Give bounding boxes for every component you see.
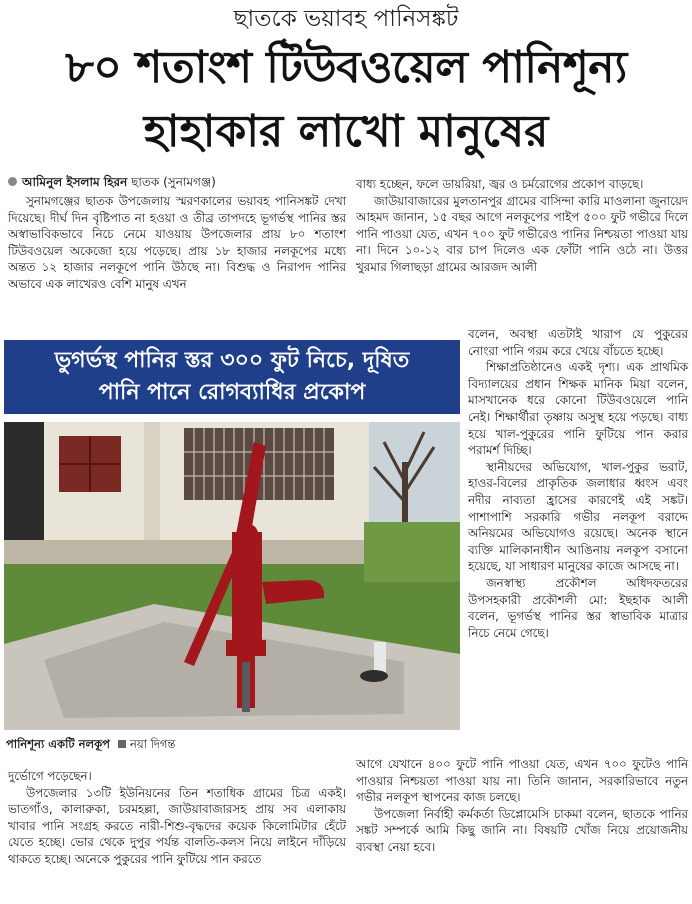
paragraph: বাধ্য হচ্ছেন, ফলে ডায়রিয়া, জ্বর ও চর্মরোগের প্রকোপ বাড়ছে। <box>356 177 644 191</box>
byline <box>8 174 348 190</box>
paragraph: দুর্ভোগে পড়েছেন। <box>8 769 92 783</box>
headline-line-1: ৮০ শতাংশ টিউবওয়েল পানিশূন্য <box>65 42 627 93</box>
square-bullet-icon <box>118 740 126 748</box>
paragraph: জনস্বাস্থ্য প্রকৌশল অধিদফতরের উপসহকারী প্রকৌশলী মো: ইছহাক আলী বলেন, ভূগর্ভস্থ পানির স্তর স্বাভাবিক মাত্রার নিচে নেমে গেছে। <box>468 575 688 640</box>
paragraph: শিক্ষাপ্রতিষ্ঠানেও একই দৃশ্য। এক প্রাথমিক বিদ্যালয়ের প্রধান শিক্ষক মানিক মিয়া বলেন, মাসখানেক ধরে কোনো টিউবওয়েলে পানি নেই। শিক্ষার্থীরা তৃষ্ণায় অসুস্থ হয়ে পড়ছে। বাধ্য হয়ে খাল-পুকুরের পানি ফুটিয়ে পান করার পরামর্শ দিচ্ছি। <box>468 360 688 458</box>
paragraph: জাউয়াবাজারের মুলতানপুর গ্রামের বাসিন্দা কারি মাওলানা জুনায়েদ আহমদ জানান, ১৫ বছর আগে নলকূপের পাইপ ৫০০ ফুট গভীরে দিলে পানি পাওয়া যেত, এখন ৭০০ ফুট গভীরেও পানির নিশ্চয়তা পাওয়া যায় না। দিনে ১০-১২ বার চাপ দিলেও এক ফোঁটা পানি ওঠে না। উত্তর খুরমার গিলাছড়া গ্রামের আরজদ আলী <box>356 193 688 274</box>
article-column-e <box>8 768 346 868</box>
tubewell-photo <box>4 422 460 730</box>
paragraph: স্থানীয়দের অভিযোগ, খাল-পুকুর ভরাট, হাওর-বিলের প্রাকৃতিক জলাধার ধ্বংস এবং নদীর নাব্যতা হ্রাসের কারণেই এই সঙ্কট। পাশাপাশি সরকারি গভীর নলকূপ বরাদ্দে অনিয়মের অভিযোগও রয়েছে। অনেক স্থানে ব্যক্তি মালিকানাধীন আঙিনায় নলকূপ বসানো হয়েছে, যা সাধারণ মানুষের কাজে আসছে না। <box>468 459 688 574</box>
paragraph: উপজেলার ১৩টি ইউনিয়নের তিন শতাধিক গ্রামের চিত্র একই। ভাতগাঁও, কালারুকা, চরমহল্লা, জাউয়াবাজারসহ প্রায় সব এলাকায় খাবার পানি সংগ্রহ করতে নারী-শিশু-বৃদ্ধদের কয়েক কিলোমিটার হেঁটে যেতে হচ্ছে। ভোর থেকে দুপুর পর্যন্ত বালতি-কলস নিয়ে লাইনে দাঁড়িয়ে থাকতে হচ্ছে। অনেকে পুকুরের পানি ফুটিয়ে পান করতে <box>8 785 346 866</box>
paragraph: সুনামগঞ্জের ছাতক উপজেলায় স্মরণকালের ভয়াবহ পানিসঙ্কট দেখা দিয়েছে। দীর্ঘ দিন বৃষ্টিপাত না হওয়া ও তীব্র তাপদহে ভূগর্ভস্থ পানির স্তর অস্বাভাবিকভাবে নিচে নেমে যাওয়ায় উপজেলার প্রায় ৮০ শতাংশ টিউবওয়েল অকেজো হয়ে পড়েছে। প্রায় ১৮ হাজার নলকূপের মধ্যে অন্তত ১২ হাজার নলকূপে পানি উঠছে না। বিশুদ্ধ ও নিরাপদ পানির অভাবে এক লাখেরও বেশি মানুষ এখন <box>8 194 346 291</box>
article-column-b <box>356 176 688 276</box>
article-column-d <box>356 756 688 856</box>
subheading-banner <box>4 340 460 414</box>
paragraph: উপজেলা নির্বাহী কর্মকর্তা ডিপ্লোমেসি চাকমা বলেন, ছাতকে পানির সঙ্কট সম্পর্কে আমি কিছু জানি না। বিষয়টি খোঁজ নিয়ে প্রয়োজনীয় ব্যবস্থা নেয়া হবে। <box>356 806 688 854</box>
bullet-icon <box>8 177 17 186</box>
paragraph: আগে যেখানে ৪০০ ফুটে পানি পাওয়া যেত, এখন ৭০০ ফুটেও পানি পাওয়ার নিশ্চয়তা পাওয়া যায় না। তিনি জানান, সরকারিভাবে নতুন গভীর নলকূপ স্থাপনের কাজ চলছে। <box>356 757 688 805</box>
article-column-c <box>468 326 688 641</box>
caption-text: পানিশূন্য একটি নলকূপ <box>6 737 110 751</box>
author-name: আমিনুল ইসলাম হিরন <box>22 175 128 189</box>
headline-line-2: হাহাকার লাখো মানুষের <box>143 106 549 157</box>
photo-caption <box>6 736 346 752</box>
author-location: ছাতক (সুনামগঞ্জ) <box>131 175 216 189</box>
paragraph: বলেন, অবস্থা এতটাই খারাপ যে পুকুরের নোংরা পানি গরম করে খেয়ে বাঁচতে হচ্ছে। <box>468 327 688 358</box>
banner-line-2: পানি পানে রোগব্যাধির প্রকোপ <box>98 380 366 405</box>
article-column-a <box>8 193 346 293</box>
photo-credit: নয়া দিগন্ত <box>129 737 176 751</box>
banner-line-1: ভুগর্ভস্থ পানির স্তর ৩০০ ফুট নিচে, দূষিত <box>54 348 410 373</box>
kicker-headline: ছাতকে ভয়াবহ পানিসঙ্কট <box>233 6 459 32</box>
